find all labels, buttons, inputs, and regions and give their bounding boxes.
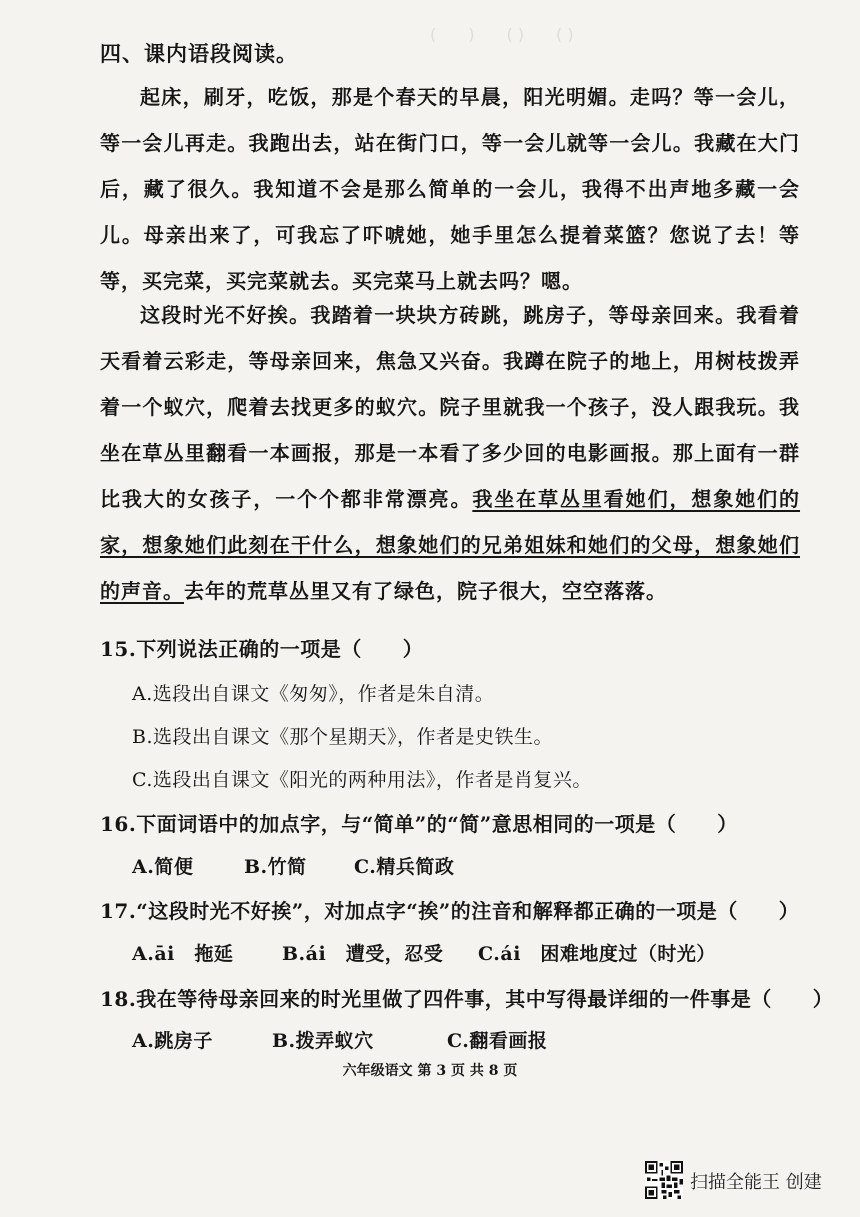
question-18-option-b: B.拨弄蚁穴 (272, 1030, 374, 1052)
question-16-stem: 16.下面词语中的加点字，与“简单”的“简”意思相同的一项是（ ） (100, 812, 738, 836)
passage-text-end: 去年的荒草丛里又有了绿色，院子很大，空空落落。 (184, 579, 667, 603)
passage-paragraph-1: 起床，刷牙，吃饭，那是个春天的早晨，阳光明媚。走吗？等一会儿，等一会儿再走。我跑出去，站在街门口，等一会儿就等一会儿。我藏在大门后，藏了很久。我知道不会是那么简单的一会儿，我得不出声地多藏一会儿。母亲出来了，可我忘了吓唬她，她手里怎么提着菜篮？您说了去！等等，买完菜，买完菜就去。买完菜马上就去吗？嗯。 (100, 85, 800, 293)
question-17-option-c: C.ái 困难地度过（时光） (478, 943, 716, 965)
question-16-option-c: C.精兵简政 (354, 856, 455, 878)
question-15-option-c: C.选段出自课文《阳光的两种用法》，作者是肖复兴。 (132, 769, 592, 791)
page-footer: 六年级语文 第 3 页 共 8 页 (342, 1063, 518, 1079)
question-18-option-a: A.跳房子 (132, 1030, 213, 1052)
question-17-option-b: B.ái 遭受，忍受 (282, 943, 444, 965)
question-15-stem: 15.下列说法正确的一项是（ ） (100, 637, 424, 661)
question-18-option-c: C.翻看画报 (447, 1030, 548, 1052)
section-heading: 四、课内语段阅读。 (100, 41, 298, 66)
qr-code-icon (645, 1161, 683, 1199)
question-16-option-a: A.简便 (132, 856, 194, 878)
question-15-option-b: B.选段出自课文《那个星期天》，作者是史铁生。 (132, 726, 554, 748)
question-17-stem: 17.“这段时光不好挨”，对加点字“挨”的注音和解释都正确的一项是（ ） (100, 899, 800, 923)
passage-paragraph-2 (100, 292, 800, 614)
question-15-option-a: A.选段出自课文《匆匆》，作者是朱自清。 (132, 683, 495, 705)
passage-text: 这段时光不好挨。我踏着一块块方砖跳，跳房子，等母亲回来。我看着天看着云彩走，等母亲回来，焦急又兴奋。我蹲在院子的地上，用树枝拨弄着一个蚁穴，爬着去找更多的蚁穴。院子里就我一个孩子，没人跟我玩。我坐在草丛里翻看一本画报，那是一本看了多少回的电影画报。那上面有一群比我大的女孩子，一个个都非常漂亮。 (100, 303, 800, 511)
underlined-sentence: 我坐在草丛里看她们，想象她们的家，想象她们此刻在干什么，想象她们的兄弟姐妹和她们的父母，想象她们的声音。 (100, 487, 801, 603)
question-17-option-a: A.āi 拖延 (132, 943, 234, 965)
question-16-option-b: B.竹简 (244, 856, 307, 878)
bleed-through-mark: ( ) ( ) ( ) (430, 25, 574, 44)
scanner-watermark: 扫描全能王 创建 (690, 1172, 822, 1193)
question-18-stem: 18.我在等待母亲回来的时光里做了四件事，其中写得最详细的一件事是（ ） (100, 987, 834, 1011)
